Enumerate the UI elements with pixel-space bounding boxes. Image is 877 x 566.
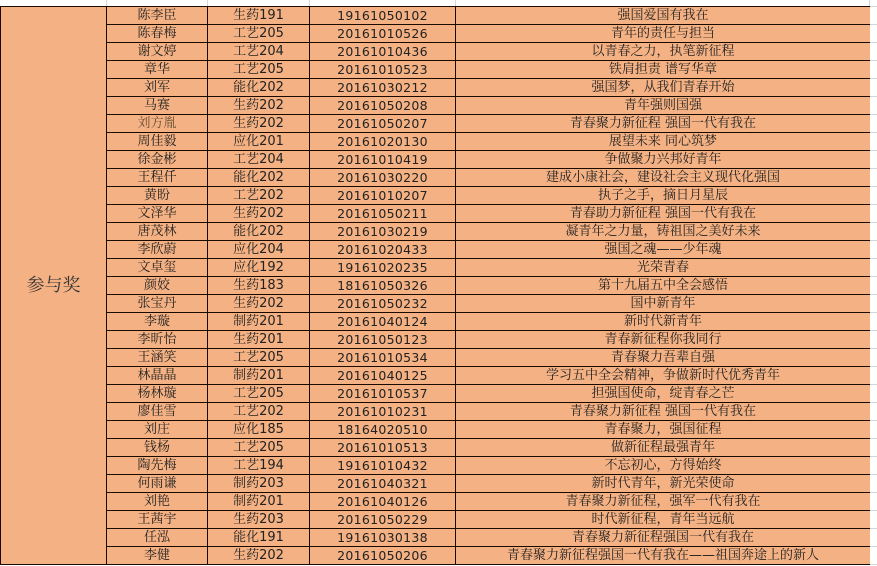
student-id-cell[interactable]: 20161030212: [310, 79, 456, 97]
name-cell[interactable]: 黄盼: [107, 187, 208, 205]
name-cell[interactable]: 刘军: [107, 79, 208, 97]
class-cell[interactable]: 应化204: [208, 241, 310, 259]
table-row: [1, 151, 871, 169]
gridline: [870, 276, 877, 277]
gridline: [870, 546, 877, 547]
table-row: [1, 457, 871, 475]
gridline: [870, 384, 877, 385]
table-row: [1, 223, 871, 241]
class-cell[interactable]: 应化185: [208, 421, 310, 439]
name-cell[interactable]: 章华: [107, 61, 208, 79]
gridline: [870, 96, 877, 97]
table-row: [1, 169, 871, 187]
table-row: [1, 205, 871, 223]
gridline: [870, 240, 877, 241]
gridline: [870, 24, 877, 25]
student-id-cell[interactable]: 20161010526: [310, 25, 456, 43]
name-cell[interactable]: 文泽华: [107, 205, 208, 223]
award-category-cell[interactable]: 参与奖: [1, 7, 107, 565]
essay-title-cell[interactable]: 青年强则国强: [456, 97, 871, 115]
student-id-cell[interactable]: 20161050206: [310, 547, 456, 565]
gridline: [870, 186, 877, 187]
student-id-cell[interactable]: 20161010537: [310, 385, 456, 403]
essay-title-cell[interactable]: 以青春之力，执笔新征程: [456, 43, 871, 61]
class-cell[interactable]: 工艺205: [208, 439, 310, 457]
student-id-cell[interactable]: 20161040126: [310, 493, 456, 511]
class-cell[interactable]: 能化202: [208, 79, 310, 97]
essay-title-cell[interactable]: 强国爱国有我在: [456, 7, 871, 25]
gridline: [870, 132, 877, 133]
student-id-cell[interactable]: 20161020433: [310, 241, 456, 259]
essay-title-cell[interactable]: 青年的责任与担当: [456, 25, 871, 43]
essay-title-cell[interactable]: 铁肩担责 谱写华章: [456, 61, 871, 79]
class-cell[interactable]: 工艺202: [208, 403, 310, 421]
essay-title-cell[interactable]: 学习五中全会精神，争做新时代优秀青年: [456, 367, 871, 385]
student-id-cell[interactable]: 20161030220: [310, 169, 456, 187]
student-id-cell[interactable]: 20161010513: [310, 439, 456, 457]
table-row: [1, 277, 871, 295]
student-id-cell[interactable]: 20161050232: [310, 295, 456, 313]
gridline: [870, 348, 877, 349]
table-row: [1, 259, 871, 277]
name-cell[interactable]: 钱杨: [107, 439, 208, 457]
essay-title-cell[interactable]: 青春聚力新征程 强国一代有我在: [456, 115, 871, 133]
table-row: [1, 7, 871, 25]
student-id-cell[interactable]: 20161040125: [310, 367, 456, 385]
class-cell[interactable]: 生药203: [208, 511, 310, 529]
student-id-cell[interactable]: 20161020130: [310, 133, 456, 151]
essay-title-cell[interactable]: 时代新征程，青年当远航: [456, 511, 871, 529]
student-id-cell[interactable]: 19161020235: [310, 259, 456, 277]
student-id-cell[interactable]: 20161030219: [310, 223, 456, 241]
spreadsheet-grid: [0, 6, 870, 565]
sheet-right-gridlines: [870, 0, 877, 566]
table-row: [1, 421, 871, 439]
student-id-cell[interactable]: 20161050123: [310, 331, 456, 349]
student-id-cell[interactable]: 20161010534: [310, 349, 456, 367]
table-row: [1, 529, 871, 547]
essay-title-cell[interactable]: 国中新青年: [456, 295, 871, 313]
essay-title-cell[interactable]: 做新征程最强青年: [456, 439, 871, 457]
essay-title-cell[interactable]: 青春聚力新征程，强军一代有我在: [456, 493, 871, 511]
essay-title-cell[interactable]: 争做聚力兴邦好青年: [456, 151, 871, 169]
gridline: [870, 564, 877, 565]
essay-title-cell[interactable]: 担强国使命，绽青春之芒: [456, 385, 871, 403]
name-cell[interactable]: 陈李臣: [107, 7, 208, 25]
class-cell[interactable]: 工艺205: [208, 61, 310, 79]
table-row: [1, 349, 871, 367]
class-cell[interactable]: 应化201: [208, 133, 310, 151]
class-cell[interactable]: 生药191: [208, 7, 310, 25]
gridline: [870, 456, 877, 457]
class-cell[interactable]: 生药201: [208, 331, 310, 349]
gridline: [870, 528, 877, 529]
class-cell[interactable]: 工艺204: [208, 43, 310, 61]
table-row: [1, 97, 871, 115]
student-id-cell[interactable]: 19161030138: [310, 529, 456, 547]
class-cell[interactable]: 制药201: [208, 367, 310, 385]
student-id-cell[interactable]: 20161050211: [310, 205, 456, 223]
essay-title-cell[interactable]: 光荣青春: [456, 259, 871, 277]
name-cell[interactable]: 廖佳雪: [107, 403, 208, 421]
gridline: [870, 222, 877, 223]
class-cell[interactable]: 工艺194: [208, 457, 310, 475]
name-cell[interactable]: 王茜宇: [107, 511, 208, 529]
award-table: [0, 6, 871, 565]
essay-title-cell[interactable]: 新时代新青年: [456, 313, 871, 331]
class-cell[interactable]: 工艺205: [208, 25, 310, 43]
student-id-cell[interactable]: 20161050229: [310, 511, 456, 529]
student-id-cell[interactable]: 20161010436: [310, 43, 456, 61]
essay-title-cell[interactable]: 强国之魂——少年魂: [456, 241, 871, 259]
name-cell[interactable]: 李欣蔚: [107, 241, 208, 259]
class-cell[interactable]: 工艺204: [208, 151, 310, 169]
essay-title-cell[interactable]: 青春助力新征程 强国一代有我在: [456, 205, 871, 223]
student-id-cell[interactable]: 20161050207: [310, 115, 456, 133]
student-id-cell[interactable]: 20161050208: [310, 97, 456, 115]
name-cell[interactable]: 马赛: [107, 97, 208, 115]
table-row: [1, 439, 871, 457]
table-row: [1, 187, 871, 205]
gridline: [870, 492, 877, 493]
gridline: [870, 150, 877, 151]
class-cell[interactable]: 生药202: [208, 205, 310, 223]
class-cell[interactable]: 制药201: [208, 313, 310, 331]
gridline: [870, 294, 877, 295]
gridline: [870, 204, 877, 205]
student-id-cell[interactable]: 18164020510: [310, 421, 456, 439]
name-cell[interactable]: 刘艳: [107, 493, 208, 511]
student-id-cell[interactable]: 18161050326: [310, 277, 456, 295]
class-cell[interactable]: 生药202: [208, 295, 310, 313]
essay-title-cell[interactable]: 新时代青年，新光荣使命: [456, 475, 871, 493]
name-cell[interactable]: 文卓玺: [107, 259, 208, 277]
name-cell[interactable]: 张宝丹: [107, 295, 208, 313]
name-cell[interactable]: 刘庄: [107, 421, 208, 439]
gridline: [870, 366, 877, 367]
table-row: [1, 313, 871, 331]
table-row: [1, 493, 871, 511]
name-cell[interactable]: 李昕怡: [107, 331, 208, 349]
table-row: [1, 367, 871, 385]
gridline: [870, 402, 877, 403]
name-cell[interactable]: 刘方胤: [107, 115, 208, 133]
table-row: [1, 403, 871, 421]
essay-title-cell[interactable]: 不忘初心，方得始终: [456, 457, 871, 475]
gridline: [870, 312, 877, 313]
class-cell[interactable]: 应化192: [208, 259, 310, 277]
name-cell[interactable]: 唐茂林: [107, 223, 208, 241]
class-cell[interactable]: 生药202: [208, 547, 310, 565]
essay-title-cell[interactable]: 青春聚力吾辈自强: [456, 349, 871, 367]
table-row: [1, 295, 871, 313]
name-cell[interactable]: 徐金彬: [107, 151, 208, 169]
student-id-cell[interactable]: 20161010207: [310, 187, 456, 205]
essay-title-cell[interactable]: 凝青年之力量，铸祖国之美好未来: [456, 223, 871, 241]
name-cell[interactable]: 林晶晶: [107, 367, 208, 385]
name-cell[interactable]: 周佳毅: [107, 133, 208, 151]
essay-title-cell[interactable]: 青春新征程你我同行: [456, 331, 871, 349]
class-cell[interactable]: 工艺202: [208, 187, 310, 205]
table-row: [1, 331, 871, 349]
name-cell[interactable]: 杨林璇: [107, 385, 208, 403]
table-row: [1, 115, 871, 133]
name-cell[interactable]: 李健: [107, 547, 208, 565]
class-cell[interactable]: 能化202: [208, 169, 310, 187]
table-row: [1, 385, 871, 403]
name-cell[interactable]: 李璇: [107, 313, 208, 331]
student-id-cell[interactable]: 20161010231: [310, 403, 456, 421]
essay-title-cell[interactable]: 执子之手，摘日月星辰: [456, 187, 871, 205]
name-cell[interactable]: 谢文婷: [107, 43, 208, 61]
essay-title-cell[interactable]: 展望未来 同心筑梦: [456, 133, 871, 151]
name-cell[interactable]: 颜姣: [107, 277, 208, 295]
table-row: [1, 241, 871, 259]
name-cell[interactable]: 任泓: [107, 529, 208, 547]
award-table-body: [1, 7, 871, 565]
table-row: [1, 133, 871, 151]
student-id-cell[interactable]: 19161010432: [310, 457, 456, 475]
gridline: [870, 330, 877, 331]
essay-title-cell[interactable]: 强国梦，从我们青春开始: [456, 79, 871, 97]
name-cell[interactable]: 王程仟: [107, 169, 208, 187]
gridline: [870, 258, 877, 259]
gridline: [870, 42, 877, 43]
table-row: [1, 547, 871, 565]
class-cell[interactable]: 能化202: [208, 223, 310, 241]
gridline: [870, 474, 877, 475]
essay-title-cell[interactable]: 青春聚力新征程强国一代有我在——祖国奔途上的新人: [456, 547, 871, 565]
student-id-cell[interactable]: 20161010419: [310, 151, 456, 169]
table-row: [1, 511, 871, 529]
name-cell[interactable]: 陶先梅: [107, 457, 208, 475]
student-id-cell[interactable]: 20161040124: [310, 313, 456, 331]
class-cell[interactable]: 生药202: [208, 97, 310, 115]
essay-title-cell[interactable]: 第十九届五中全会感悟: [456, 277, 871, 295]
student-id-cell[interactable]: 20161040321: [310, 475, 456, 493]
essay-title-cell[interactable]: 建成小康社会，建设社会主义现代化强国: [456, 169, 871, 187]
class-cell[interactable]: 生药202: [208, 115, 310, 133]
name-cell[interactable]: 陈春梅: [107, 25, 208, 43]
table-row: [1, 43, 871, 61]
student-id-cell[interactable]: 19161050102: [310, 7, 456, 25]
gridline: [870, 6, 877, 7]
table-row: [1, 79, 871, 97]
class-cell[interactable]: 能化191: [208, 529, 310, 547]
name-cell[interactable]: 王涵笑: [107, 349, 208, 367]
table-row: [1, 61, 871, 79]
gridline: [870, 60, 877, 61]
essay-title-cell[interactable]: 青春聚力新征程 强国一代有我在: [456, 403, 871, 421]
table-row: [1, 25, 871, 43]
gridline: [870, 420, 877, 421]
class-cell[interactable]: 工艺205: [208, 385, 310, 403]
class-cell[interactable]: 制药201: [208, 493, 310, 511]
essay-title-cell[interactable]: 青春聚力，强国征程: [456, 421, 871, 439]
class-cell[interactable]: 制药203: [208, 475, 310, 493]
gridline: [870, 438, 877, 439]
gridline: [870, 510, 877, 511]
gridline: [870, 168, 877, 169]
class-cell[interactable]: 工艺205: [208, 349, 310, 367]
gridline: [870, 114, 877, 115]
name-cell[interactable]: 何雨谦: [107, 475, 208, 493]
essay-title-cell[interactable]: 青春聚力新征程强国一代有我在: [456, 529, 871, 547]
table-row: [1, 475, 871, 493]
class-cell[interactable]: 生药183: [208, 277, 310, 295]
student-id-cell[interactable]: 20161010523: [310, 61, 456, 79]
gridline: [870, 78, 877, 79]
